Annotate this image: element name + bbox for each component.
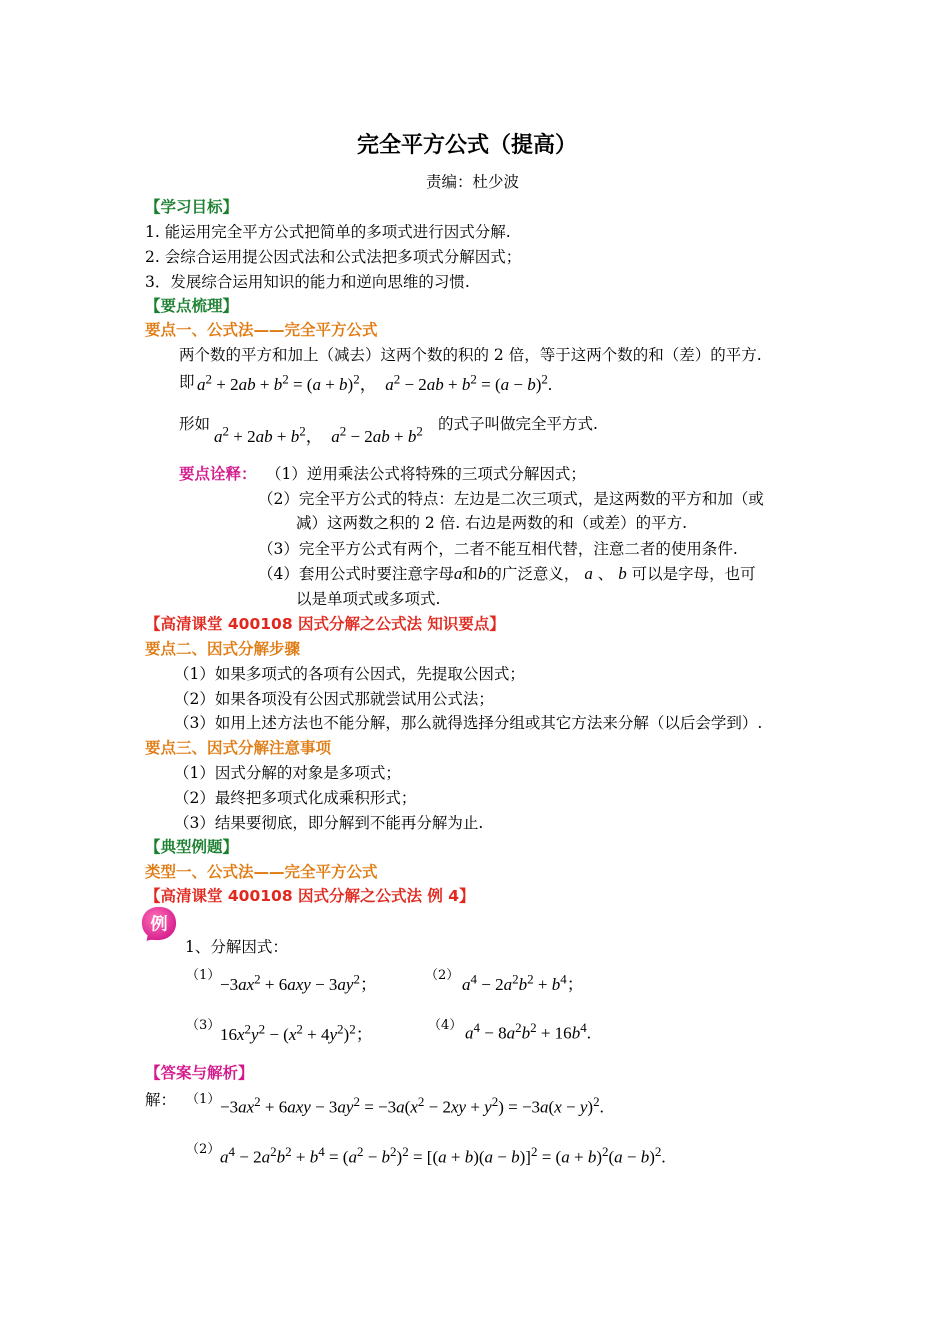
- goal-item: 3．发展综合运用知识的能力和逆向思维的习惯.: [145, 273, 470, 291]
- caution-item: （1）因式分解的对象是多项式；: [174, 764, 401, 782]
- formula-perfect-square: $a^2 + 2ab + b^2 = (a + b)^2$， $a^2 - 2ab + b^2 = (a - b)^2$.: [197, 371, 553, 394]
- q-label: （3）: [186, 1018, 221, 1033]
- note-item-4: （4）套用公式时要注意字母a和b的广泛意义， a 、 b 可以是字母，也可: [258, 564, 756, 583]
- keypoint1-text: 两个数的平方和加上（减去）这两个数的积的 2 倍，等于这两个数的和（差）的平方.: [179, 346, 762, 364]
- q1-expr: $-3ax^2 + 6axy - 3ay^2$；: [220, 971, 377, 994]
- q-label: （4）: [428, 1018, 463, 1033]
- step-item: （2）如果各项没有公因式那就尝试用公式法；: [174, 690, 494, 708]
- keypoint2-heading: 要点二、因式分解步骤: [145, 640, 301, 658]
- question-text: 1、分解因式：: [185, 938, 288, 956]
- goal-item: 2. 会综合运用提公因式法和公式法把多项式分解因式；: [145, 248, 522, 266]
- caution-item: （3）结果要彻底，即分解到不能再分解为止.: [174, 814, 484, 832]
- q-label: （2）: [425, 968, 460, 983]
- jie-label: 解：: [145, 1091, 177, 1109]
- note-label: 要点诠释：: [179, 465, 257, 483]
- class-link-1[interactable]: 【高清课堂 400108 因式分解之公式法 知识要点】: [145, 615, 505, 633]
- q-label: （1）: [186, 968, 221, 983]
- ans-label: （2）: [186, 1142, 221, 1157]
- q4-expr: $a^4 - 8a^2b^2 + 16b^4$.: [465, 1020, 591, 1043]
- keypoint1-heading: 要点一、公式法——完全平方公式: [145, 321, 378, 339]
- caution-item: （2）最终把多项式化成乘积形式；: [174, 789, 417, 807]
- page-title: 完全平方公式（提高）: [357, 133, 578, 158]
- keypoint3-heading: 要点三、因式分解注意事项: [145, 739, 332, 757]
- examples-heading: 【典型例题】: [145, 838, 239, 856]
- note-item: （3）完全平方公式有两个，二者不能互相代替，注意二者的使用条件.: [258, 540, 738, 558]
- type1-heading: 类型一、公式法——完全平方公式: [145, 863, 378, 881]
- answer-heading: 【答案与解析】: [145, 1064, 254, 1082]
- xingru-label: 形如: [179, 415, 211, 433]
- goal-item: 1. 能运用完全平方公式把简单的多项式进行因式分解.: [145, 223, 511, 241]
- q2-expr: $a^4 - 2a^2b^2 + b^4$；: [462, 971, 584, 994]
- note-item: （2）完全平方公式的特点：左边是二次三项式，是这两数的平方和加（或: [258, 490, 764, 508]
- q3-expr: $16x^2y^2 - (x^2 + 4y^2)^2$；: [220, 1021, 373, 1044]
- ans-label: （1）: [186, 1092, 221, 1107]
- example-badge-icon: [140, 905, 178, 943]
- xingru-tail: 的式子叫做完全平方式.: [438, 415, 598, 433]
- step-item: （1）如果多项式的各项有公因式，先提取公因式；: [174, 665, 525, 683]
- formula-forms: $a^2 + 2ab + b^2$， $a^2 - 2ab + b^2$: [214, 423, 423, 446]
- keypoints-heading: 【要点梳理】: [145, 297, 239, 315]
- class-link-2[interactable]: 【高清课堂 400108 因式分解之公式法 例 4】: [145, 887, 475, 905]
- ji-label: 即: [179, 373, 195, 391]
- note-item: 减）这两数之积的 2 倍. 右边是两数的和（或差）的平方.: [296, 514, 687, 532]
- answer2-expr: $a^4 - 2a^2b^2 + b^4 = (a^2 - b^2)^2 = [(a + b)(a - b)]^2 = (a + b)^2(a - b)^2$.: [220, 1144, 666, 1167]
- note-item: 以是单项式或多项式.: [296, 590, 441, 608]
- author-line: 责编：杜少波: [426, 173, 520, 191]
- answer1-expr: $-3ax^2 + 6axy - 3ay^2 = -3a(x^2 - 2xy + y^2) = -3a(x - y)^2$.: [220, 1094, 604, 1117]
- note-item: （1）逆用乘法公式将特殊的三项式分解因式；: [266, 465, 586, 483]
- goals-heading: 【学习目标】: [145, 198, 239, 216]
- step-item: （3）如用上述方法也不能分解，那么就得选择分组或其它方法来分解（以后会学到）.: [174, 714, 763, 732]
- example-badge-label: 例: [150, 914, 168, 935]
